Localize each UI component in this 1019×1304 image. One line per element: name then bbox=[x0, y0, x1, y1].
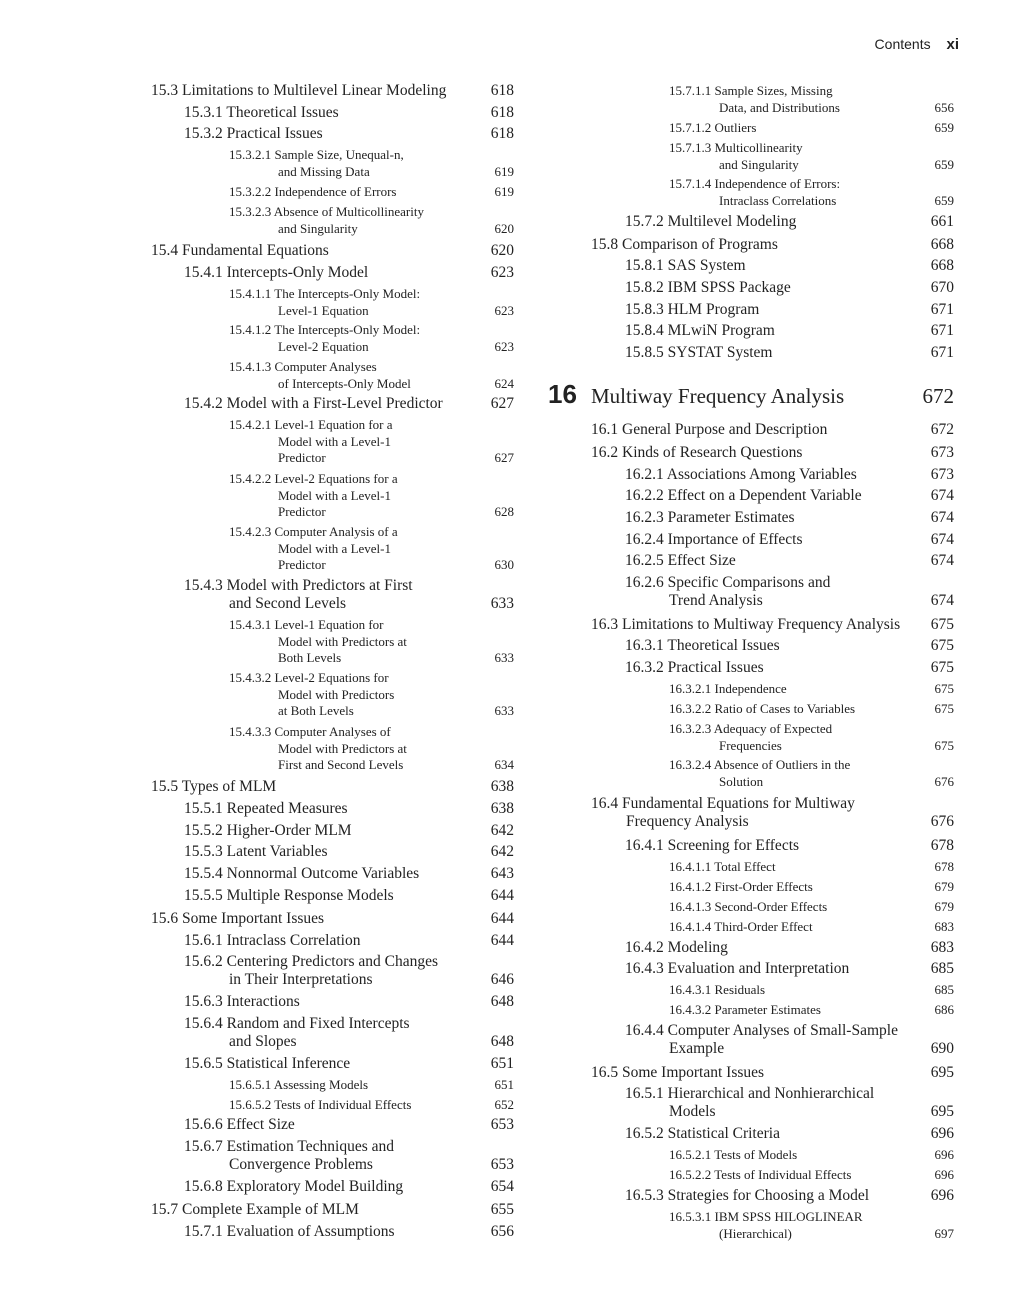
toc-entry-level-3[interactable] bbox=[669, 83, 954, 116]
toc-entry-text: 15.6.6 Effect Size bbox=[184, 1116, 295, 1133]
toc-entry-text: 15.4.3 Model with Predictors at First bbox=[184, 577, 413, 594]
toc-entry-level-3[interactable] bbox=[669, 757, 954, 790]
toc-entry-text: in Their Interpretations bbox=[229, 971, 373, 988]
toc-entry-text: 16.2.1 Associations Among Variables bbox=[625, 466, 857, 483]
toc-entry-text: Model with a Level-1 bbox=[278, 540, 391, 556]
toc-entry-text: 16.3 Limitations to Multiway Frequency Analysis bbox=[591, 616, 901, 633]
toc-entry-level-3[interactable] bbox=[229, 617, 514, 667]
toc-entry-text: 15.3.2.2 Independence of Errors bbox=[229, 184, 397, 199]
toc-entry-text: 16.3.2.1 Independence bbox=[669, 681, 787, 696]
toc-entry-level-3[interactable] bbox=[669, 120, 954, 137]
toc-entry-text: 15.6.7 Estimation Techniques and bbox=[184, 1138, 394, 1155]
toc-entry-text: 16.3.2 Practical Issues bbox=[625, 659, 764, 676]
toc-entry-page: 676 bbox=[930, 813, 954, 830]
toc-entry-level-3[interactable] bbox=[229, 359, 514, 392]
toc-entry-page: 696 bbox=[934, 1167, 954, 1182]
toc-entry-page: 679 bbox=[934, 879, 954, 894]
toc-entry-level-3[interactable] bbox=[229, 204, 514, 237]
toc-entry-level-2[interactable] bbox=[184, 932, 514, 950]
toc-entry-page: 656 bbox=[490, 1223, 514, 1240]
toc-entry-text: 15.3.2.1 Sample Size, Unequal-n, bbox=[229, 147, 404, 162]
toc-entry-text: 15.4.2.3 Computer Analysis of a bbox=[229, 524, 398, 539]
toc-entry-level-2[interactable] bbox=[184, 800, 514, 818]
toc-entry-page: 679 bbox=[934, 899, 954, 914]
toc-entry-level-2[interactable] bbox=[184, 125, 514, 143]
running-header bbox=[875, 36, 959, 53]
toc-entry-page: 618 bbox=[490, 125, 514, 142]
toc-entry-page: 618 bbox=[490, 104, 514, 121]
toc-entry-text: Predictor bbox=[278, 557, 326, 572]
toc-entry-page: 674 bbox=[930, 487, 954, 504]
toc-entry-text: Model with Predictors at bbox=[278, 633, 407, 649]
toc-entry-text: 16.5.2 Statistical Criteria bbox=[625, 1125, 780, 1142]
toc-entry-page: 690 bbox=[930, 1040, 954, 1057]
toc-entry-text: 16.3.2.3 Adequacy of Expected bbox=[669, 721, 833, 736]
toc-entry-page: 668 bbox=[930, 236, 954, 253]
toc-entry-text: 15.5 Types of MLM bbox=[151, 778, 277, 795]
toc-entry-page: 697 bbox=[934, 1225, 954, 1241]
toc-entry-text: 16.5.2.1 Tests of Models bbox=[669, 1147, 798, 1162]
toc-entry-page: 671 bbox=[930, 344, 954, 361]
toc-entry-page: 674 bbox=[930, 552, 954, 569]
toc-entry-text: 15.5.2 Higher-Order MLM bbox=[184, 822, 352, 839]
toc-entry-text: of Intercepts-Only Model bbox=[278, 375, 411, 391]
toc-entry-text: 15.4.1 Intercepts-Only Model bbox=[184, 264, 369, 281]
toc-entry-level-2[interactable] bbox=[184, 264, 514, 282]
toc-entry-page: 620 bbox=[490, 242, 514, 259]
toc-entry-page: 623 bbox=[494, 338, 514, 354]
toc-entry-text: 16.4.1.4 Third-Order Effect bbox=[669, 919, 813, 934]
toc-entry-text: 16.2.3 Parameter Estimates bbox=[625, 509, 795, 526]
toc-entry-text: 16.4.1.1 Total Effect bbox=[669, 859, 776, 874]
toc-entry-text: 16.2.4 Importance of Effects bbox=[625, 531, 803, 548]
toc-entry-page: 674 bbox=[930, 509, 954, 526]
toc-entry-text: 15.8.4 MLwiN Program bbox=[625, 322, 775, 339]
toc-entry-page: 673 bbox=[930, 466, 954, 483]
toc-entry-text: and Slopes bbox=[229, 1033, 297, 1050]
toc-entry-text: 16.5.2.2 Tests of Individual Effects bbox=[669, 1167, 852, 1182]
toc-entry-page: 652 bbox=[494, 1097, 514, 1112]
toc-entry-page: 695 bbox=[930, 1103, 954, 1120]
toc-entry-text: 15.4.2 Model with a First-Level Predictor bbox=[184, 395, 443, 412]
toc-entry-page: 675 bbox=[930, 616, 954, 633]
toc-entry-level-3[interactable] bbox=[229, 417, 514, 467]
toc-entry-level-2[interactable] bbox=[625, 939, 954, 957]
toc-entry-text: 15.5.1 Repeated Measures bbox=[184, 800, 348, 817]
toc-entry-level-2[interactable] bbox=[625, 1187, 954, 1205]
toc-entry-page: 685 bbox=[930, 960, 954, 977]
toc-entry-text: 16.2.6 Specific Comparisons and bbox=[625, 574, 831, 591]
toc-entry-level-3[interactable] bbox=[669, 1167, 954, 1184]
toc-entry-level-2[interactable] bbox=[625, 301, 954, 319]
toc-entry-text: Level-2 Equation bbox=[278, 338, 369, 354]
toc-entry-text: 16.5 Some Important Issues bbox=[591, 1064, 765, 1081]
toc-entry-text: 16.4.1.3 Second-Order Effects bbox=[669, 899, 828, 914]
toc-entry-text: Solution bbox=[719, 773, 764, 789]
toc-entry-level-3[interactable] bbox=[669, 859, 954, 876]
toc-entry-text: 16.5.1 Hierarchical and Nonhierarchical bbox=[625, 1085, 875, 1102]
toc-entry-text: and Singularity bbox=[278, 220, 358, 236]
toc-entry-page: 678 bbox=[930, 837, 954, 854]
toc-entry-page: 675 bbox=[934, 681, 954, 696]
toc-entry-level-1[interactable] bbox=[591, 616, 954, 634]
toc-entry-level-2[interactable] bbox=[184, 887, 514, 905]
toc-entry-text: 15.6.2 Centering Predictors and Changes bbox=[184, 953, 438, 970]
toc-entry-page: 633 bbox=[494, 650, 514, 665]
toc-entry-level-3[interactable] bbox=[669, 701, 954, 718]
toc-entry-page: 656 bbox=[934, 99, 954, 115]
toc-entry-text: Predictor bbox=[278, 504, 326, 519]
toc-entry-level-2[interactable] bbox=[184, 865, 514, 883]
toc-entry-text: 15.7.1.3 Multicollinearity bbox=[669, 140, 803, 155]
toc-entry-level-2[interactable] bbox=[625, 837, 954, 855]
toc-entry-page: 633 bbox=[490, 595, 514, 612]
toc-entry-text: Model with Predictors at bbox=[278, 740, 407, 756]
toc-entry-page: 620 bbox=[494, 220, 514, 236]
toc-entry-page: 633 bbox=[494, 703, 514, 718]
toc-entry-page: 671 bbox=[930, 322, 954, 339]
toc-entry-text: 15.6.4 Random and Fixed Intercepts bbox=[184, 1015, 410, 1032]
toc-entry-level-1[interactable] bbox=[591, 444, 954, 462]
toc-entry-text: 15.4.2.1 Level-1 Equation for a bbox=[229, 417, 393, 432]
toc-entry-text: Model with a Level-1 bbox=[278, 487, 391, 503]
toc-entry-text: Frequency Analysis bbox=[626, 813, 749, 830]
toc-entry-page: 676 bbox=[934, 773, 954, 789]
toc-entry-text: 15.3 Limitations to Multilevel Linear Modeling bbox=[151, 82, 447, 99]
toc-entry-text: 15.4.3.1 Level-1 Equation for bbox=[229, 617, 384, 632]
toc-entry-text: 16.2.5 Effect Size bbox=[625, 552, 736, 569]
toc-entry-page: 659 bbox=[934, 156, 954, 172]
page-number: xi bbox=[946, 36, 959, 53]
toc-entry-text: Level-1 Equation bbox=[278, 302, 369, 318]
toc-entry-page: 653 bbox=[490, 1116, 514, 1133]
toc-entry-text: 15.4.3.3 Computer Analyses of bbox=[229, 724, 391, 739]
toc-entry-page: 659 bbox=[934, 192, 954, 208]
toc-entry-page: 638 bbox=[490, 778, 514, 795]
toc-entry-page: 644 bbox=[490, 910, 514, 927]
toc-entry-level-3[interactable] bbox=[229, 471, 514, 521]
running-header-title: Contents bbox=[874, 36, 931, 52]
toc-entry-level-2[interactable] bbox=[184, 953, 514, 989]
toc-entry-text: and Missing Data bbox=[278, 163, 370, 179]
toc-entry-level-3[interactable] bbox=[669, 982, 954, 999]
toc-entry-text: 15.3.2.3 Absence of Multicollinearity bbox=[229, 204, 424, 219]
chapter-number: 16 bbox=[548, 379, 577, 409]
toc-entry-text: 15.8.3 HLM Program bbox=[625, 301, 760, 318]
toc-entry-text: Data, and Distributions bbox=[719, 99, 840, 115]
toc-entry-level-3[interactable] bbox=[669, 919, 954, 936]
toc-entry-level-2[interactable] bbox=[184, 843, 514, 861]
toc-entry-page: 673 bbox=[930, 444, 954, 461]
toc-entry-level-2[interactable] bbox=[625, 1085, 954, 1121]
toc-entry-page: 675 bbox=[934, 737, 954, 753]
toc-entry-page: 675 bbox=[930, 637, 954, 654]
toc-entry-page: 648 bbox=[490, 1033, 514, 1050]
toc-entry-text: Predictor bbox=[278, 450, 326, 465]
toc-entry-text: 16.4.3.2 Parameter Estimates bbox=[669, 1002, 821, 1017]
toc-entry-text: 15.5.4 Nonnormal Outcome Variables bbox=[184, 865, 420, 882]
toc-entry-level-2[interactable] bbox=[625, 659, 954, 677]
toc-entry-page: 624 bbox=[494, 375, 514, 391]
toc-entry-page: 619 bbox=[494, 184, 514, 199]
toc-entry-text: 15.4.2.2 Level-2 Equations for a bbox=[229, 471, 398, 486]
toc-entry-level-2[interactable] bbox=[184, 822, 514, 840]
toc-entry-level-2[interactable] bbox=[625, 1022, 954, 1058]
toc-entry-page: 644 bbox=[490, 887, 514, 904]
toc-entry-text: 16.4.2 Modeling bbox=[625, 939, 728, 956]
toc-entry-text: 15.4.1.2 The Intercepts-Only Model: bbox=[229, 322, 421, 337]
toc-entry-level-3[interactable] bbox=[229, 524, 514, 574]
toc-entry-level-2[interactable] bbox=[184, 1116, 514, 1134]
toc-entry-text: 16.4.3 Evaluation and Interpretation bbox=[625, 960, 850, 977]
toc-entry-text: 15.8.2 IBM SPSS Package bbox=[625, 279, 791, 296]
toc-entry-text: 15.6.5.2 Tests of Individual Effects bbox=[229, 1097, 412, 1112]
toc-entry-text: 15.6 Some Important Issues bbox=[151, 910, 325, 927]
toc-entry-level-1[interactable] bbox=[151, 778, 514, 796]
toc-entry-page: 674 bbox=[930, 592, 954, 609]
toc-entry-level-3[interactable] bbox=[229, 184, 514, 201]
toc-entry-page: 674 bbox=[930, 531, 954, 548]
toc-entry-level-1[interactable] bbox=[151, 910, 514, 928]
toc-entry-level-2[interactable] bbox=[625, 322, 954, 340]
toc-entry-text: at Both Levels bbox=[278, 703, 354, 718]
toc-entry-text: 15.7.2 Multilevel Modeling bbox=[625, 213, 797, 230]
toc-entry-page: 671 bbox=[930, 301, 954, 318]
toc-entry-page: 630 bbox=[494, 557, 514, 572]
toc-entry-text: Convergence Problems bbox=[229, 1156, 373, 1173]
toc-entry-text: 16.2 Kinds of Research Questions bbox=[591, 444, 803, 461]
toc-entry-page: 642 bbox=[490, 822, 514, 839]
toc-entry-text: 16.3.1 Theoretical Issues bbox=[625, 637, 780, 654]
toc-entry-text: 15.6.5.1 Assessing Models bbox=[229, 1077, 369, 1092]
toc-entry-page: 655 bbox=[490, 1201, 514, 1218]
toc-entry-level-3[interactable] bbox=[229, 286, 514, 319]
toc-entry-text: 15.4 Fundamental Equations bbox=[151, 242, 329, 259]
toc-entry-level-2[interactable] bbox=[184, 104, 514, 122]
toc-entry-text: 16.4.4 Computer Analyses of Small-Sample bbox=[625, 1022, 898, 1039]
toc-entry-page: 678 bbox=[934, 859, 954, 874]
toc-entry-level-2[interactable] bbox=[625, 637, 954, 655]
toc-entry-level-2[interactable] bbox=[625, 466, 954, 484]
toc-entry-page: 643 bbox=[490, 865, 514, 882]
toc-entry-text: 16.3.2.2 Ratio of Cases to Variables bbox=[669, 701, 856, 716]
toc-entry-page: 653 bbox=[490, 1156, 514, 1173]
toc-entry-page: 651 bbox=[490, 1055, 514, 1072]
toc-entry-page: 618 bbox=[490, 82, 514, 99]
toc-entry-page: 696 bbox=[934, 1147, 954, 1162]
toc-entry-page: 668 bbox=[930, 257, 954, 274]
toc-entry-text: 15.6.5 Statistical Inference bbox=[184, 1055, 351, 1072]
toc-entry-text: 15.7.1.2 Outliers bbox=[669, 120, 757, 135]
toc-entry-level-3[interactable] bbox=[229, 1097, 514, 1114]
toc-entry-page: 627 bbox=[490, 395, 514, 412]
toc-entry-level-3[interactable] bbox=[229, 1077, 514, 1094]
toc-entry-level-3[interactable] bbox=[669, 1147, 954, 1164]
toc-entry-page: 696 bbox=[930, 1187, 954, 1204]
toc-entry-page: 683 bbox=[930, 939, 954, 956]
toc-entry-text: 15.4.1.1 The Intercepts-Only Model: bbox=[229, 286, 421, 301]
toc-entry-level-3[interactable] bbox=[229, 670, 514, 720]
toc-entry-level-3[interactable] bbox=[229, 147, 514, 180]
toc-entry-page: 675 bbox=[930, 659, 954, 676]
toc-entry-text: Models bbox=[669, 1103, 716, 1120]
toc-entry-level-1[interactable] bbox=[591, 236, 954, 254]
toc-entry-text: Model with a Level-1 bbox=[278, 433, 391, 449]
toc-entry-level-2[interactable] bbox=[625, 213, 954, 231]
toc-entry-level-1[interactable] bbox=[591, 1064, 954, 1082]
toc-entry-text: Intraclass Correlations bbox=[719, 192, 837, 208]
toc-entry-level-2[interactable] bbox=[184, 395, 514, 413]
toc-entry-level-2[interactable] bbox=[625, 960, 954, 978]
toc-entry-text: 15.5.3 Latent Variables bbox=[184, 843, 328, 860]
toc-entry-page: 683 bbox=[934, 919, 954, 934]
toc-entry-text: 16.4.3.1 Residuals bbox=[669, 982, 766, 997]
toc-entry-level-2[interactable] bbox=[184, 1138, 514, 1174]
toc-entry-text: 15.6.1 Intraclass Correlation bbox=[184, 932, 361, 949]
toc-entry-text: 16.4.1.2 First-Order Effects bbox=[669, 879, 813, 894]
toc-entry-text: 16.3.2.4 Absence of Outliers in the bbox=[669, 757, 851, 772]
toc-entry-text: 15.8.5 SYSTAT System bbox=[625, 344, 773, 361]
toc-entry-text: 15.7.1.1 Sample Sizes, Missing bbox=[669, 83, 833, 98]
toc-entry-level-2[interactable] bbox=[184, 993, 514, 1011]
toc-entry-text: (Hierarchical) bbox=[719, 1225, 792, 1241]
toc-entry-level-3[interactable] bbox=[669, 721, 954, 754]
toc-entry-text: 15.4.3.2 Level-2 Equations for bbox=[229, 670, 389, 685]
toc-entry-level-2[interactable] bbox=[625, 574, 954, 610]
toc-entry-level-2[interactable] bbox=[625, 257, 954, 275]
toc-entry-page: 661 bbox=[930, 213, 954, 230]
chapter-title: Multiway Frequency Analysis bbox=[591, 384, 845, 408]
toc-entry-page: 695 bbox=[930, 1064, 954, 1081]
toc-entry-level-2[interactable] bbox=[625, 552, 954, 570]
toc-entry-page: 619 bbox=[494, 163, 514, 179]
toc-entry-text: 15.7.1 Evaluation of Assumptions bbox=[184, 1223, 395, 1240]
toc-entry-level-2[interactable] bbox=[184, 1223, 514, 1241]
toc-entry-level-2[interactable] bbox=[184, 577, 514, 613]
toc-entry-level-2[interactable] bbox=[625, 509, 954, 527]
toc-entry-level-2[interactable] bbox=[184, 1015, 514, 1051]
toc-entry-text: and Singularity bbox=[719, 156, 799, 172]
toc-entry-text: 16.1 General Purpose and Description bbox=[591, 421, 828, 438]
toc-entry-level-2[interactable] bbox=[625, 531, 954, 549]
toc-entry-level-3[interactable] bbox=[669, 1209, 954, 1242]
toc-entry-level-2[interactable] bbox=[184, 1055, 514, 1073]
toc-entry-page: 670 bbox=[930, 279, 954, 296]
toc-entry-page: 654 bbox=[490, 1178, 514, 1195]
toc-entry-page: 627 bbox=[494, 450, 514, 465]
toc-entry-text: First and Second Levels bbox=[278, 757, 404, 772]
toc-entry-page: 642 bbox=[490, 843, 514, 860]
toc-entry-level-1[interactable] bbox=[151, 242, 514, 260]
toc-entry-text: 16.4 Fundamental Equations for Multiway bbox=[591, 795, 855, 812]
toc-entry-level-2[interactable] bbox=[625, 487, 954, 505]
toc-entry-text: Both Levels bbox=[278, 650, 342, 665]
toc-entry-page: 628 bbox=[494, 504, 514, 519]
toc-entry-level-3[interactable] bbox=[669, 176, 954, 209]
toc-entry-text: 16.5.3 Strategies for Choosing a Model bbox=[625, 1187, 870, 1204]
toc-entry-text: and Second Levels bbox=[229, 595, 347, 612]
toc-entry-page: 685 bbox=[934, 982, 954, 997]
toc-entry-level-3[interactable] bbox=[669, 879, 954, 896]
toc-entry-text: 15.8.1 SAS System bbox=[625, 257, 746, 274]
toc-entry-text: 15.4.1.3 Computer Analyses bbox=[229, 359, 377, 374]
toc-entry-page: 646 bbox=[490, 971, 514, 988]
toc-entry-level-3[interactable] bbox=[229, 724, 514, 774]
toc-entry-level-1[interactable] bbox=[591, 421, 954, 439]
toc-entry-text: 16.4.1 Screening for Effects bbox=[625, 837, 800, 854]
toc-entry-page: 644 bbox=[490, 932, 514, 949]
toc-entry-page: 651 bbox=[494, 1077, 514, 1092]
toc-entry-text: 15.3.1 Theoretical Issues bbox=[184, 104, 339, 121]
toc-entry-page: 686 bbox=[934, 1002, 954, 1017]
toc-entry-text: Example bbox=[669, 1040, 725, 1057]
toc-entry-text: 15.5.5 Multiple Response Models bbox=[184, 887, 394, 904]
toc-entry-page: 648 bbox=[490, 993, 514, 1010]
chapter-page: 672 bbox=[922, 384, 954, 408]
toc-entry-text: Frequencies bbox=[719, 737, 782, 753]
toc-entry-text: Trend Analysis bbox=[669, 592, 763, 609]
toc-entry-text: 15.7.1.4 Independence of Errors: bbox=[669, 176, 841, 191]
toc-entry-text: 15.6.3 Interactions bbox=[184, 993, 300, 1010]
toc-entry-level-2[interactable] bbox=[625, 344, 954, 362]
toc-entry-text: 15.7 Complete Example of MLM bbox=[151, 1201, 359, 1218]
toc-entry-level-1[interactable] bbox=[591, 795, 954, 831]
toc-entry-page: 623 bbox=[494, 302, 514, 318]
toc-entry-text: 16.2.2 Effect on a Dependent Variable bbox=[625, 487, 862, 504]
toc-entry-level-2[interactable] bbox=[625, 279, 954, 297]
toc-entry-text: 15.3.2 Practical Issues bbox=[184, 125, 323, 142]
toc-entry-level-3[interactable] bbox=[669, 140, 954, 173]
toc-entry-page: 623 bbox=[490, 264, 514, 281]
toc-entry-level-3[interactable] bbox=[229, 322, 514, 355]
toc-entry-level-2[interactable] bbox=[625, 1125, 954, 1143]
toc-entry-text: 15.8 Comparison of Programs bbox=[591, 236, 778, 253]
toc-entry-page: 659 bbox=[934, 120, 954, 135]
toc-entry-level-1[interactable] bbox=[151, 82, 514, 100]
toc-entry-page: 634 bbox=[494, 757, 514, 772]
toc-entry-page: 675 bbox=[934, 701, 954, 716]
toc-entry-level-3[interactable] bbox=[669, 1002, 954, 1019]
toc-entry-level-1[interactable] bbox=[151, 1201, 514, 1219]
toc-entry-page: 696 bbox=[930, 1125, 954, 1142]
toc-entry-page: 672 bbox=[930, 421, 954, 438]
toc-entry-level-3[interactable] bbox=[669, 899, 954, 916]
toc-entry-text: 15.6.8 Exploratory Model Building bbox=[184, 1178, 404, 1195]
toc-entry-page: 638 bbox=[490, 800, 514, 817]
toc-entry-text: 16.5.3.1 IBM SPSS HILOGLINEAR bbox=[669, 1209, 863, 1224]
toc-entry-level-3[interactable] bbox=[669, 681, 954, 698]
toc-entry-text: Model with Predictors bbox=[278, 686, 395, 702]
toc-entry-level-2[interactable] bbox=[184, 1178, 514, 1196]
